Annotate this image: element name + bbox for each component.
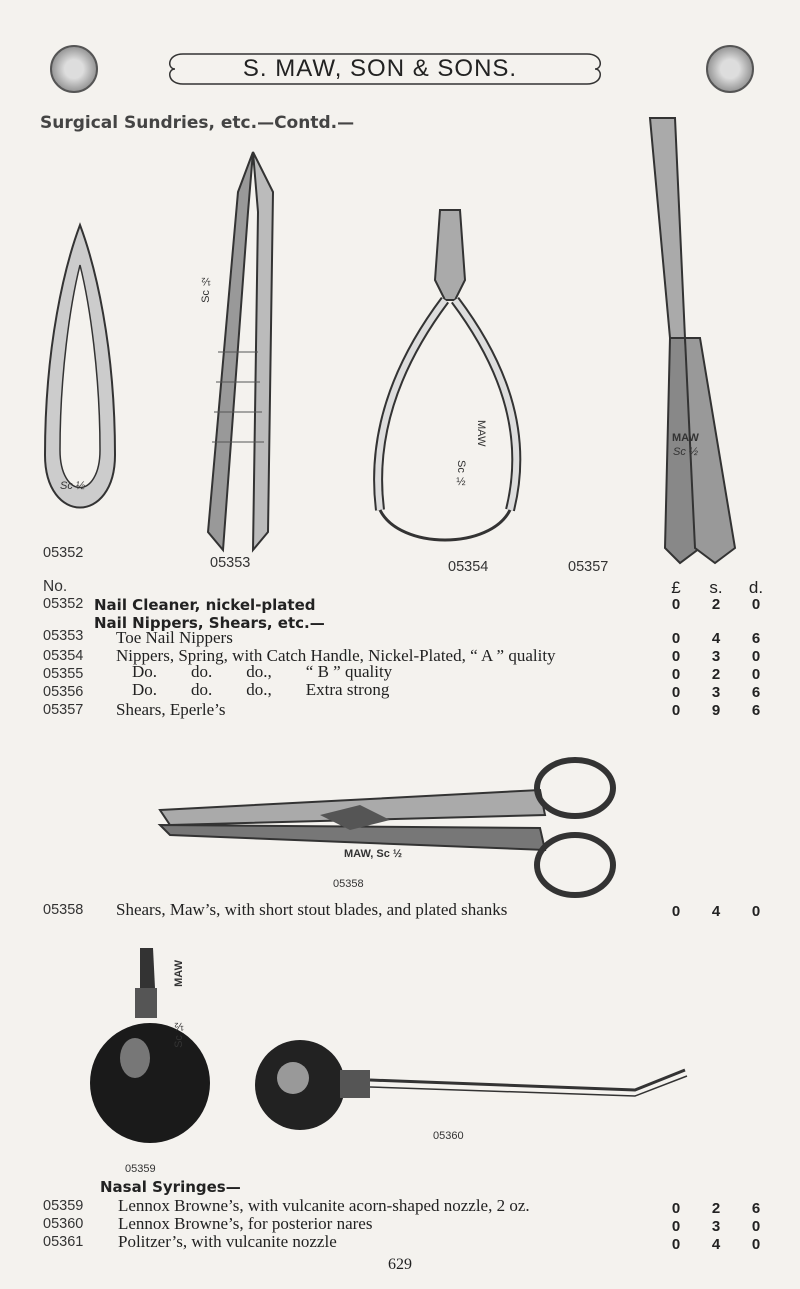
item-number: 05359 bbox=[43, 1198, 84, 1214]
item-number: 05354 bbox=[43, 648, 84, 664]
item-description: Lennox Browne’s, with vulcanite acorn-shaped nozzle, 2 oz. bbox=[118, 1196, 530, 1215]
item-description: Shears, Eperle’s bbox=[116, 700, 226, 719]
price-pence: 6 bbox=[751, 630, 761, 647]
item-description: Do. do. do., Extra strong bbox=[132, 680, 390, 699]
right-seal bbox=[706, 45, 754, 93]
price-pence: 0 bbox=[751, 1218, 761, 1235]
column-pence-header: d. bbox=[748, 578, 764, 597]
price-shillings: 3 bbox=[711, 648, 721, 665]
caption-05353: 05353 bbox=[210, 555, 251, 571]
engraving-mark-05354-sc: Sc ½ bbox=[455, 460, 467, 488]
caption-05359: 05359 bbox=[125, 1163, 156, 1175]
item-number: 05360 bbox=[43, 1216, 84, 1232]
page-number: 629 bbox=[388, 1256, 412, 1273]
column-lsd-header bbox=[668, 578, 764, 598]
item-number: 05352 bbox=[43, 596, 84, 612]
price-shillings: 4 bbox=[711, 630, 721, 647]
toe-nail-nippers-illustration bbox=[198, 152, 293, 552]
item-description: Lennox Browne’s, for posterior nares bbox=[118, 1214, 373, 1233]
engraving-mark-05354-maw: MAW bbox=[475, 420, 487, 447]
price-pounds: 0 bbox=[671, 596, 681, 613]
spring-nippers-illustration bbox=[360, 210, 535, 550]
column-no-header: No. bbox=[43, 578, 68, 595]
item-price bbox=[668, 1200, 764, 1217]
item-number: 05361 bbox=[43, 1234, 84, 1250]
price-shillings: 9 bbox=[711, 702, 721, 719]
engraving-mark-05357-sc: Sc ½ bbox=[673, 446, 699, 458]
engraving-mark-05359-sc: Sc ½ bbox=[173, 1020, 185, 1048]
engraving-mark-05353: Sc ½ bbox=[200, 275, 212, 303]
item-price bbox=[668, 684, 764, 701]
price-shillings: 3 bbox=[711, 1218, 721, 1235]
item-number: 05357 bbox=[43, 702, 84, 718]
nasal-syringe-illustration bbox=[95, 948, 215, 1148]
posterior-nares-syringe-illustration bbox=[255, 1040, 695, 1130]
price-shillings: 3 bbox=[711, 684, 721, 701]
item-price bbox=[668, 666, 764, 683]
item-description: Nail Cleaner, nickel-plated bbox=[94, 596, 316, 614]
item-price bbox=[668, 630, 764, 647]
item-description: Politzer’s, with vulcanite nozzle bbox=[118, 1232, 337, 1251]
price-pounds: 0 bbox=[671, 648, 681, 665]
item-description: Shears, Maw’s, with short stout blades, and plated shanks bbox=[116, 900, 508, 919]
item-number: 05356 bbox=[43, 684, 84, 700]
item-description: Toe Nail Nippers bbox=[116, 628, 233, 647]
engraving-mark-05357-maw: MAW bbox=[672, 432, 699, 444]
price-pounds: 0 bbox=[671, 1200, 681, 1217]
item-price bbox=[668, 1218, 764, 1235]
item-number: 05353 bbox=[43, 628, 84, 644]
engraving-mark-05358: MAW, Sc ½ bbox=[344, 848, 403, 860]
caption-05357: 05357 bbox=[568, 559, 609, 575]
price-pounds: 0 bbox=[671, 1218, 681, 1235]
item-number: 05355 bbox=[43, 666, 84, 682]
item-description: Nippers, Spring, with Catch Handle, Nickel-Plated, “ A ” quality bbox=[116, 646, 556, 665]
price-pence: 0 bbox=[751, 596, 761, 613]
subheading-nail-nippers: Nail Nippers, Shears, etc.— bbox=[94, 614, 325, 632]
price-pounds: 0 bbox=[671, 702, 681, 719]
left-seal bbox=[50, 45, 98, 93]
price-pence: 6 bbox=[751, 702, 761, 719]
price-pounds: 0 bbox=[671, 684, 681, 701]
caption-05354: 05354 bbox=[448, 559, 489, 575]
price-pounds: 0 bbox=[671, 903, 681, 920]
caption-05352: 05352 bbox=[43, 545, 84, 561]
eperle-shears-illustration bbox=[640, 118, 760, 568]
price-shillings: 2 bbox=[711, 1200, 721, 1217]
price-pounds: 0 bbox=[671, 1236, 681, 1253]
column-pounds-header: £ bbox=[671, 578, 681, 597]
item-number: 05358 bbox=[43, 902, 84, 918]
section-title: Surgical Sundries, etc.—Contd.— bbox=[40, 113, 355, 133]
item-price bbox=[668, 648, 764, 665]
price-pence: 6 bbox=[751, 1200, 761, 1217]
price-shillings: 2 bbox=[711, 666, 721, 683]
header-title: S. MAW, SON & SONS. bbox=[242, 55, 518, 82]
price-shillings: 4 bbox=[711, 1236, 721, 1253]
item-price bbox=[668, 1236, 764, 1253]
price-pence: 0 bbox=[751, 903, 761, 920]
price-pence: 0 bbox=[751, 1236, 761, 1253]
caption-05358: 05358 bbox=[333, 878, 364, 890]
price-pence: 0 bbox=[751, 666, 761, 683]
price-shillings: 2 bbox=[711, 596, 721, 613]
caption-05360: 05360 bbox=[433, 1130, 464, 1142]
item-description: Do. do. do., “ B ” quality bbox=[132, 662, 393, 681]
price-pounds: 0 bbox=[671, 666, 681, 683]
maw-shears-illustration bbox=[160, 760, 620, 910]
nail-cleaner-illustration bbox=[40, 225, 120, 545]
price-pence: 6 bbox=[751, 684, 761, 701]
item-price bbox=[668, 596, 764, 613]
subheading-nasal-syringes: Nasal Syringes— bbox=[100, 1178, 241, 1196]
price-pence: 0 bbox=[751, 648, 761, 665]
column-shillings-header: s. bbox=[709, 578, 723, 597]
engraving-mark-05352: Sc ½ bbox=[60, 480, 86, 492]
price-pounds: 0 bbox=[671, 630, 681, 647]
engraving-mark-05359-maw: MAW bbox=[173, 960, 185, 987]
item-price bbox=[668, 702, 764, 719]
price-shillings: 4 bbox=[711, 903, 721, 920]
item-price bbox=[668, 903, 764, 920]
